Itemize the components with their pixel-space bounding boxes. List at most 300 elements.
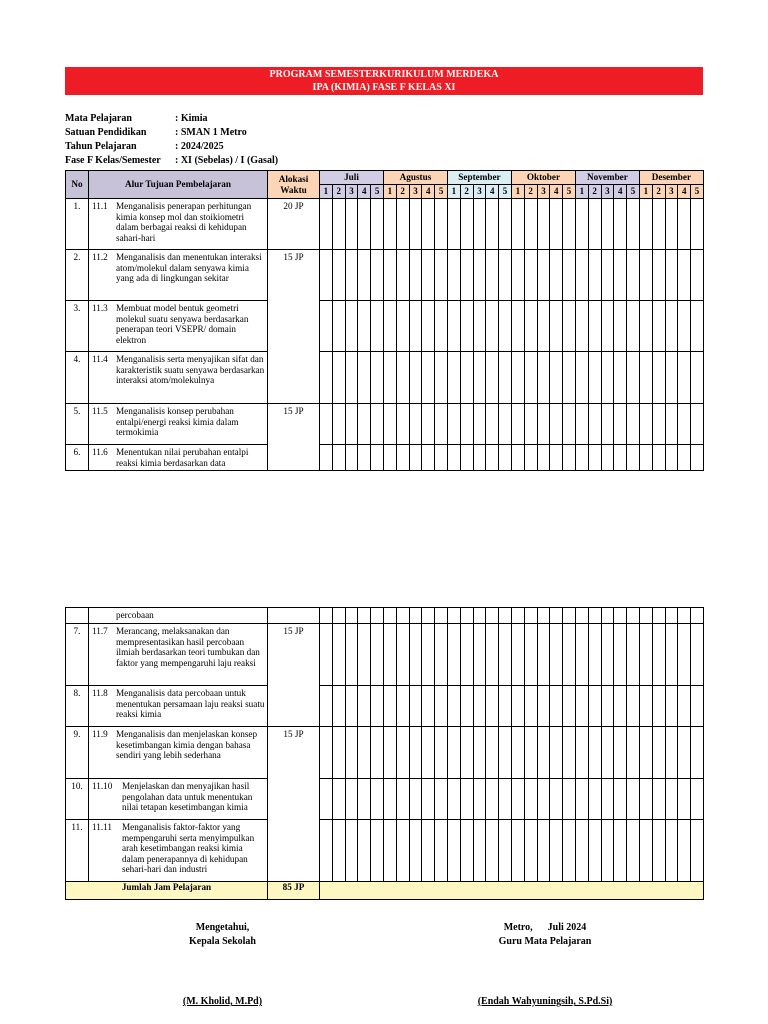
week-cell: [652, 820, 665, 882]
week-cell: [435, 445, 448, 471]
week-cell: [486, 445, 499, 471]
objective-text: Menjelaskan dan menyajikan hasil pengolahan data untuk menentukan nilai tetapan kesetimbangan kimia: [122, 781, 253, 813]
week-cell: [409, 624, 422, 686]
week-cell: [575, 686, 588, 727]
week-cell: [588, 624, 601, 686]
week-cell: [473, 445, 486, 471]
week-cell: [601, 608, 614, 624]
week-cell: [691, 250, 704, 301]
week-cell: [652, 727, 665, 779]
week-cell: [345, 404, 358, 445]
week-cell: [486, 727, 499, 779]
week-cell: [409, 199, 422, 250]
week-cell: [486, 352, 499, 404]
week-header: 5: [371, 185, 384, 199]
week-cell: [627, 199, 640, 250]
week-cell: [332, 779, 345, 820]
objective-text: Menganalisis dan menjelaskan konsep kesetimbangan kimia dengan bahasa sendiri yang lebih sederhana: [116, 729, 258, 761]
week-cell: [678, 250, 691, 301]
week-cell: [588, 199, 601, 250]
week-cell: [691, 352, 704, 404]
week-cell: [383, 727, 396, 779]
week-cell: [563, 624, 576, 686]
week-cell: [409, 686, 422, 727]
week-cell: [371, 624, 384, 686]
week-cell: [383, 445, 396, 471]
week-cell: [332, 624, 345, 686]
week-cell: [563, 686, 576, 727]
row-objective: [89, 820, 268, 882]
week-cell: [499, 608, 512, 624]
week-cell: [320, 608, 333, 624]
week-cell: [627, 624, 640, 686]
objective-text: Menganalisis faktor-faktor yang mempengaruhi serta menyimpulkan arah kesetimbangan reaksi kimia dalam penerapannya di kehidupan sehari-hari dan industri: [122, 822, 255, 875]
week-cell: [383, 608, 396, 624]
week-cell: [678, 199, 691, 250]
week-cell: [486, 820, 499, 882]
week-cell: [435, 301, 448, 352]
week-cell: [435, 727, 448, 779]
week-header: 1: [447, 185, 460, 199]
week-cell: [371, 779, 384, 820]
week-cell: [511, 686, 524, 727]
week-cell: [563, 199, 576, 250]
row-objective: [89, 624, 268, 686]
objective-text: Membuat model bentuk geometri molekul suatu senyawa berdasarkan penerapan teori VSEPR/ domain elektron: [116, 303, 249, 345]
week-cell: [345, 624, 358, 686]
week-cell: [332, 608, 345, 624]
week-cell: [460, 686, 473, 727]
week-cell: [524, 727, 537, 779]
objective-text: percobaan: [116, 610, 154, 620]
week-header: 3: [665, 185, 678, 199]
week-cell: [409, 250, 422, 301]
row-objective-continued: [89, 608, 268, 624]
week-cell: [499, 686, 512, 727]
week-cell: [332, 820, 345, 882]
week-cell: [486, 404, 499, 445]
week-cell: [320, 199, 333, 250]
table-row: [66, 301, 704, 352]
week-cell: [678, 404, 691, 445]
week-cell: [460, 301, 473, 352]
week-cell: [537, 199, 550, 250]
week-cell: [652, 624, 665, 686]
week-cell: [332, 686, 345, 727]
week-cell: [575, 250, 588, 301]
week-cell: [499, 624, 512, 686]
week-cell: [524, 820, 537, 882]
week-cell: [486, 199, 499, 250]
week-cell: [550, 445, 563, 471]
week-cell: [409, 727, 422, 779]
row-alokasi: 15 JP: [268, 624, 320, 686]
week-cell: [627, 404, 640, 445]
week-cell: [614, 608, 627, 624]
week-cell: [383, 820, 396, 882]
objective-code: 11.2: [92, 252, 108, 262]
week-cell: [473, 820, 486, 882]
week-cell: [409, 352, 422, 404]
week-cell: [575, 624, 588, 686]
week-cell: [320, 779, 333, 820]
week-cell: [358, 250, 371, 301]
week-cell: [460, 624, 473, 686]
week-header: 4: [550, 185, 563, 199]
week-header: 3: [537, 185, 550, 199]
week-cell: [486, 779, 499, 820]
week-cell: [473, 199, 486, 250]
week-cell: [396, 820, 409, 882]
week-cell: [435, 624, 448, 686]
week-cell: [511, 404, 524, 445]
objective-code: 11.4: [92, 354, 108, 364]
meta-value: : XI (Sebelas) / I (Gasal): [175, 155, 279, 166]
week-cell: [345, 686, 358, 727]
week-cell: [383, 686, 396, 727]
objective-code: 11.9: [92, 729, 108, 739]
week-cell: [691, 404, 704, 445]
row-objective: [89, 727, 268, 779]
week-cell: [499, 727, 512, 779]
week-cell: [537, 445, 550, 471]
week-cell: [652, 250, 665, 301]
meta-info: [65, 112, 278, 168]
week-cell: [601, 301, 614, 352]
week-cell: [447, 301, 460, 352]
row-number: 2.: [66, 250, 89, 301]
week-cell: [447, 445, 460, 471]
sig-left-name: (M. Kholid, M.Pd): [182, 996, 263, 1007]
week-cell: [511, 608, 524, 624]
week-cell: [396, 250, 409, 301]
week-header: 1: [383, 185, 396, 199]
meta-row: [65, 140, 278, 154]
row-number: 10.: [66, 779, 89, 820]
week-cell: [652, 352, 665, 404]
total-label: Jumlah Jam Pelajaran: [66, 882, 268, 900]
week-cell: [345, 820, 358, 882]
week-header: 3: [473, 185, 486, 199]
week-cell: [524, 608, 537, 624]
week-cell: [678, 727, 691, 779]
week-cell: [524, 686, 537, 727]
week-cell: [422, 608, 435, 624]
week-cell: [691, 779, 704, 820]
week-cell: [511, 199, 524, 250]
week-header: 1: [575, 185, 588, 199]
week-cell: [422, 352, 435, 404]
week-cell: [409, 779, 422, 820]
week-cell: [550, 301, 563, 352]
week-cell: [627, 250, 640, 301]
week-cell: [511, 250, 524, 301]
week-cell: [358, 199, 371, 250]
month-header: November: [575, 171, 639, 185]
week-cell: [460, 779, 473, 820]
week-cell: [371, 608, 384, 624]
week-cell: [588, 301, 601, 352]
week-cell: [575, 445, 588, 471]
week-cell: [358, 404, 371, 445]
table-row: [66, 199, 704, 250]
week-cell: [537, 250, 550, 301]
week-cell: [537, 779, 550, 820]
week-cell: [320, 445, 333, 471]
week-cell: [511, 301, 524, 352]
week-cell: [639, 779, 652, 820]
month-header: Oktober: [511, 171, 575, 185]
week-cell: [524, 352, 537, 404]
week-cell: [371, 686, 384, 727]
week-cell: [601, 199, 614, 250]
week-cell: [332, 445, 345, 471]
row-objective: [89, 404, 268, 445]
week-cell: [588, 445, 601, 471]
week-cell: [614, 779, 627, 820]
table-row: [66, 404, 704, 445]
total-empty: [320, 882, 704, 900]
total-value: 85 JP: [268, 882, 320, 900]
week-cell: [614, 404, 627, 445]
week-cell: [320, 301, 333, 352]
week-cell: [537, 624, 550, 686]
week-cell: [345, 445, 358, 471]
week-cell: [665, 404, 678, 445]
week-cell: [499, 820, 512, 882]
week-cell: [447, 404, 460, 445]
objective-text: Menganalisis penerapan perhitungan kimia konsep mol dan stoikiometri dalam berbagai reaksi di kehidupan sahari-hari: [116, 201, 252, 243]
week-cell: [575, 727, 588, 779]
week-cell: [639, 404, 652, 445]
week-cell: [435, 820, 448, 882]
week-cell: [678, 301, 691, 352]
week-cell: [691, 199, 704, 250]
week-cell: [563, 608, 576, 624]
week-cell: [396, 624, 409, 686]
week-cell: [614, 352, 627, 404]
week-header: 2: [652, 185, 665, 199]
week-cell: [460, 608, 473, 624]
week-cell: [371, 250, 384, 301]
table-row: [66, 352, 704, 404]
week-cell: [588, 820, 601, 882]
week-cell: [665, 779, 678, 820]
week-header: 5: [627, 185, 640, 199]
week-cell: [665, 820, 678, 882]
week-cell: [652, 301, 665, 352]
sig-left-line1: Mengetahui,: [195, 922, 250, 933]
week-header: 4: [486, 185, 499, 199]
week-cell: [358, 301, 371, 352]
week-cell: [601, 250, 614, 301]
week-cell: [563, 779, 576, 820]
week-cell: [511, 445, 524, 471]
week-cell: [614, 301, 627, 352]
week-header: 5: [435, 185, 448, 199]
week-cell: [614, 727, 627, 779]
week-cell: [678, 686, 691, 727]
week-cell: [652, 404, 665, 445]
week-cell: [588, 250, 601, 301]
week-cell: [332, 199, 345, 250]
week-cell: [550, 624, 563, 686]
week-cell: [665, 686, 678, 727]
week-cell: [524, 404, 537, 445]
objective-code: 11.8: [92, 688, 108, 698]
week-cell: [422, 199, 435, 250]
week-cell: [345, 301, 358, 352]
week-cell: [627, 779, 640, 820]
week-cell: [396, 301, 409, 352]
week-cell: [691, 624, 704, 686]
row-number: 1.: [66, 199, 89, 250]
week-cell: [588, 608, 601, 624]
week-cell: [345, 352, 358, 404]
week-cell: [473, 686, 486, 727]
week-cell: [691, 608, 704, 624]
week-cell: [422, 820, 435, 882]
week-cell: [332, 727, 345, 779]
week-cell: [678, 352, 691, 404]
week-cell: [332, 404, 345, 445]
week-header: 2: [332, 185, 345, 199]
week-cell: [499, 404, 512, 445]
table-row: [66, 250, 704, 301]
week-cell: [639, 624, 652, 686]
week-cell: [627, 445, 640, 471]
week-cell: [614, 250, 627, 301]
objective-text: Merancang, melaksanakan dan mempresentasikan hasil percobaan ilmiah berdasarkan teori tumbukan dan faktor yang mempengaruhi laju reaksi: [116, 626, 260, 668]
week-cell: [396, 352, 409, 404]
week-header: 3: [601, 185, 614, 199]
row-objective: [89, 301, 268, 352]
week-cell: [435, 199, 448, 250]
sig-left-line2: Kepala Sekolah: [189, 936, 256, 947]
table-row: [66, 445, 704, 471]
week-cell: [575, 820, 588, 882]
week-cell: [371, 199, 384, 250]
week-cell: [447, 779, 460, 820]
week-cell: [435, 404, 448, 445]
week-cell: [473, 352, 486, 404]
week-cell: [422, 404, 435, 445]
table-row: [66, 608, 704, 624]
week-cell: [396, 199, 409, 250]
week-cell: [473, 250, 486, 301]
week-cell: [537, 352, 550, 404]
row-alokasi: [268, 301, 320, 352]
title-line-1: PROGRAM SEMESTERKURIKULUM MERDEKA: [269, 69, 499, 80]
week-header: 4: [358, 185, 371, 199]
week-cell: [550, 404, 563, 445]
week-cell: [588, 686, 601, 727]
row-alokasi: [268, 686, 320, 727]
week-cell: [691, 301, 704, 352]
sig-right-line2: Guru Mata Pelajaran: [498, 936, 592, 947]
week-cell: [665, 445, 678, 471]
objective-text: Menentukan nilai perubahan entalpi reaksi kimia berdasarkan data: [116, 447, 249, 468]
week-cell: [332, 352, 345, 404]
row-alokasi: 15 JP: [268, 727, 320, 779]
week-cell: [639, 445, 652, 471]
week-cell: [639, 686, 652, 727]
week-cell: [678, 820, 691, 882]
week-cell: [371, 301, 384, 352]
week-cell: [447, 624, 460, 686]
week-cell: [537, 820, 550, 882]
week-cell: [320, 624, 333, 686]
schedule-table-page2: [65, 607, 704, 900]
meta-value: : 2024/2025: [175, 141, 224, 152]
week-cell: [460, 404, 473, 445]
week-header: 1: [639, 185, 652, 199]
week-cell: [678, 624, 691, 686]
objective-text: Menganalisis dan menentukan interaksi atom/molekul dalam senyawa kimia yang ada di lingkungan sekitar: [116, 252, 262, 284]
table-row: [66, 624, 704, 686]
week-cell: [639, 608, 652, 624]
week-cell: [652, 608, 665, 624]
table-row: [66, 779, 704, 820]
row-number: 7.: [66, 624, 89, 686]
week-cell: [422, 250, 435, 301]
week-cell: [665, 352, 678, 404]
week-cell: [383, 779, 396, 820]
week-cell: [396, 608, 409, 624]
week-cell: [435, 686, 448, 727]
week-cell: [460, 445, 473, 471]
week-cell: [320, 727, 333, 779]
row-alokasi: [268, 820, 320, 882]
week-cell: [409, 820, 422, 882]
week-cell: [511, 779, 524, 820]
week-cell: [447, 352, 460, 404]
week-cell: [345, 779, 358, 820]
week-cell: [358, 820, 371, 882]
month-header: Juli: [320, 171, 384, 185]
week-header: 3: [409, 185, 422, 199]
week-cell: [383, 404, 396, 445]
objective-code: 11.7: [92, 626, 108, 636]
week-cell: [601, 820, 614, 882]
week-cell: [460, 820, 473, 882]
week-cell: [550, 199, 563, 250]
week-header: 2: [588, 185, 601, 199]
week-cell: [435, 779, 448, 820]
week-cell: [665, 301, 678, 352]
week-cell: [371, 404, 384, 445]
week-cell: [627, 352, 640, 404]
week-cell: [588, 352, 601, 404]
week-cell: [409, 404, 422, 445]
objective-code: 11.3: [92, 303, 108, 313]
week-header: 5: [563, 185, 576, 199]
week-cell: [614, 624, 627, 686]
objective-text: Menganalisis konsep perubahan entalpi/energi reaksi kimia dalam termokimia: [116, 406, 239, 438]
week-cell: [345, 727, 358, 779]
week-cell: [358, 686, 371, 727]
sig-right-name: (Endah Wahyuningsih, S.Pd.Si): [477, 996, 613, 1007]
week-cell: [383, 250, 396, 301]
week-cell: [499, 445, 512, 471]
week-cell: [639, 727, 652, 779]
week-header: 2: [460, 185, 473, 199]
month-header: September: [447, 171, 511, 185]
week-cell: [383, 352, 396, 404]
week-cell: [486, 301, 499, 352]
week-cell: [499, 779, 512, 820]
row-number: 8.: [66, 686, 89, 727]
